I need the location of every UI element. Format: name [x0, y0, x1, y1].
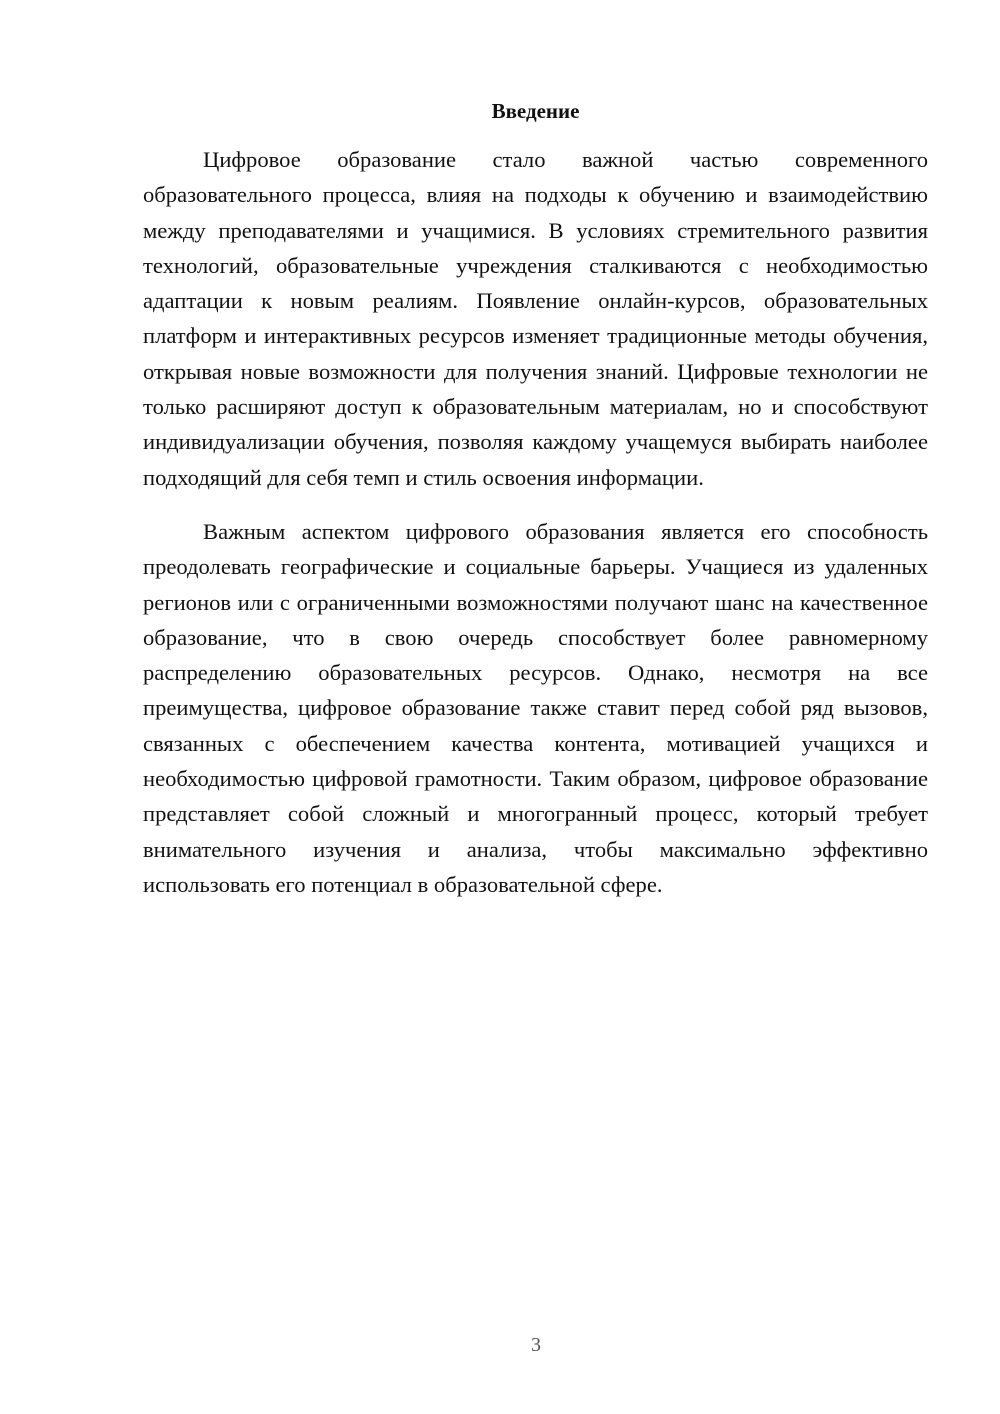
page-number: 3	[531, 1334, 541, 1356]
body-text	[143, 142, 928, 921]
paragraph: Цифровое образование стало важной частью современного образовательного процесса, влияя на подходы к обучению и взаимодействию между преподавателями и учащимися. В условиях стремительного развития технологий, образовательные учреждения сталкиваются с необходимостью адаптации к новым реалиям. Появление онлайн-курсов, образовательных платформ и интерактивных ресурсов изменяет традиционные методы обучения, открывая новые возможности для получения знаний. Цифровые технологии не только расширяют доступ к образовательным материалам, но и способствуют индивидуализации обучения, позволяя каждому учащемуся выбирать наиболее подходящий для себя темп и стиль освоения информации.	[143, 147, 928, 490]
section-heading: Введение	[491, 99, 580, 123]
paragraph: Важным аспектом цифрового образования является его способность преодолевать географические и социальные барьеры. Учащиеся из удаленных регионов или с ограниченными возможностями получают шанс на качественное образование, что в свою очередь способствует более равномерному распределению образовательных ресурсов. Однако, несмотря на все преимущества, цифровое образование также ставит перед собой ряд вызовов, связанных с обеспечением качества контента, мотивацией учащихся и необходимостью цифровой грамотности. Таким образом, цифровое образование представляет собой сложный и многогранный процесс, который требует внимательного изучения и анализа, чтобы максимально эффективно использовать его потенциал в образовательной сфере.	[143, 518, 928, 897]
